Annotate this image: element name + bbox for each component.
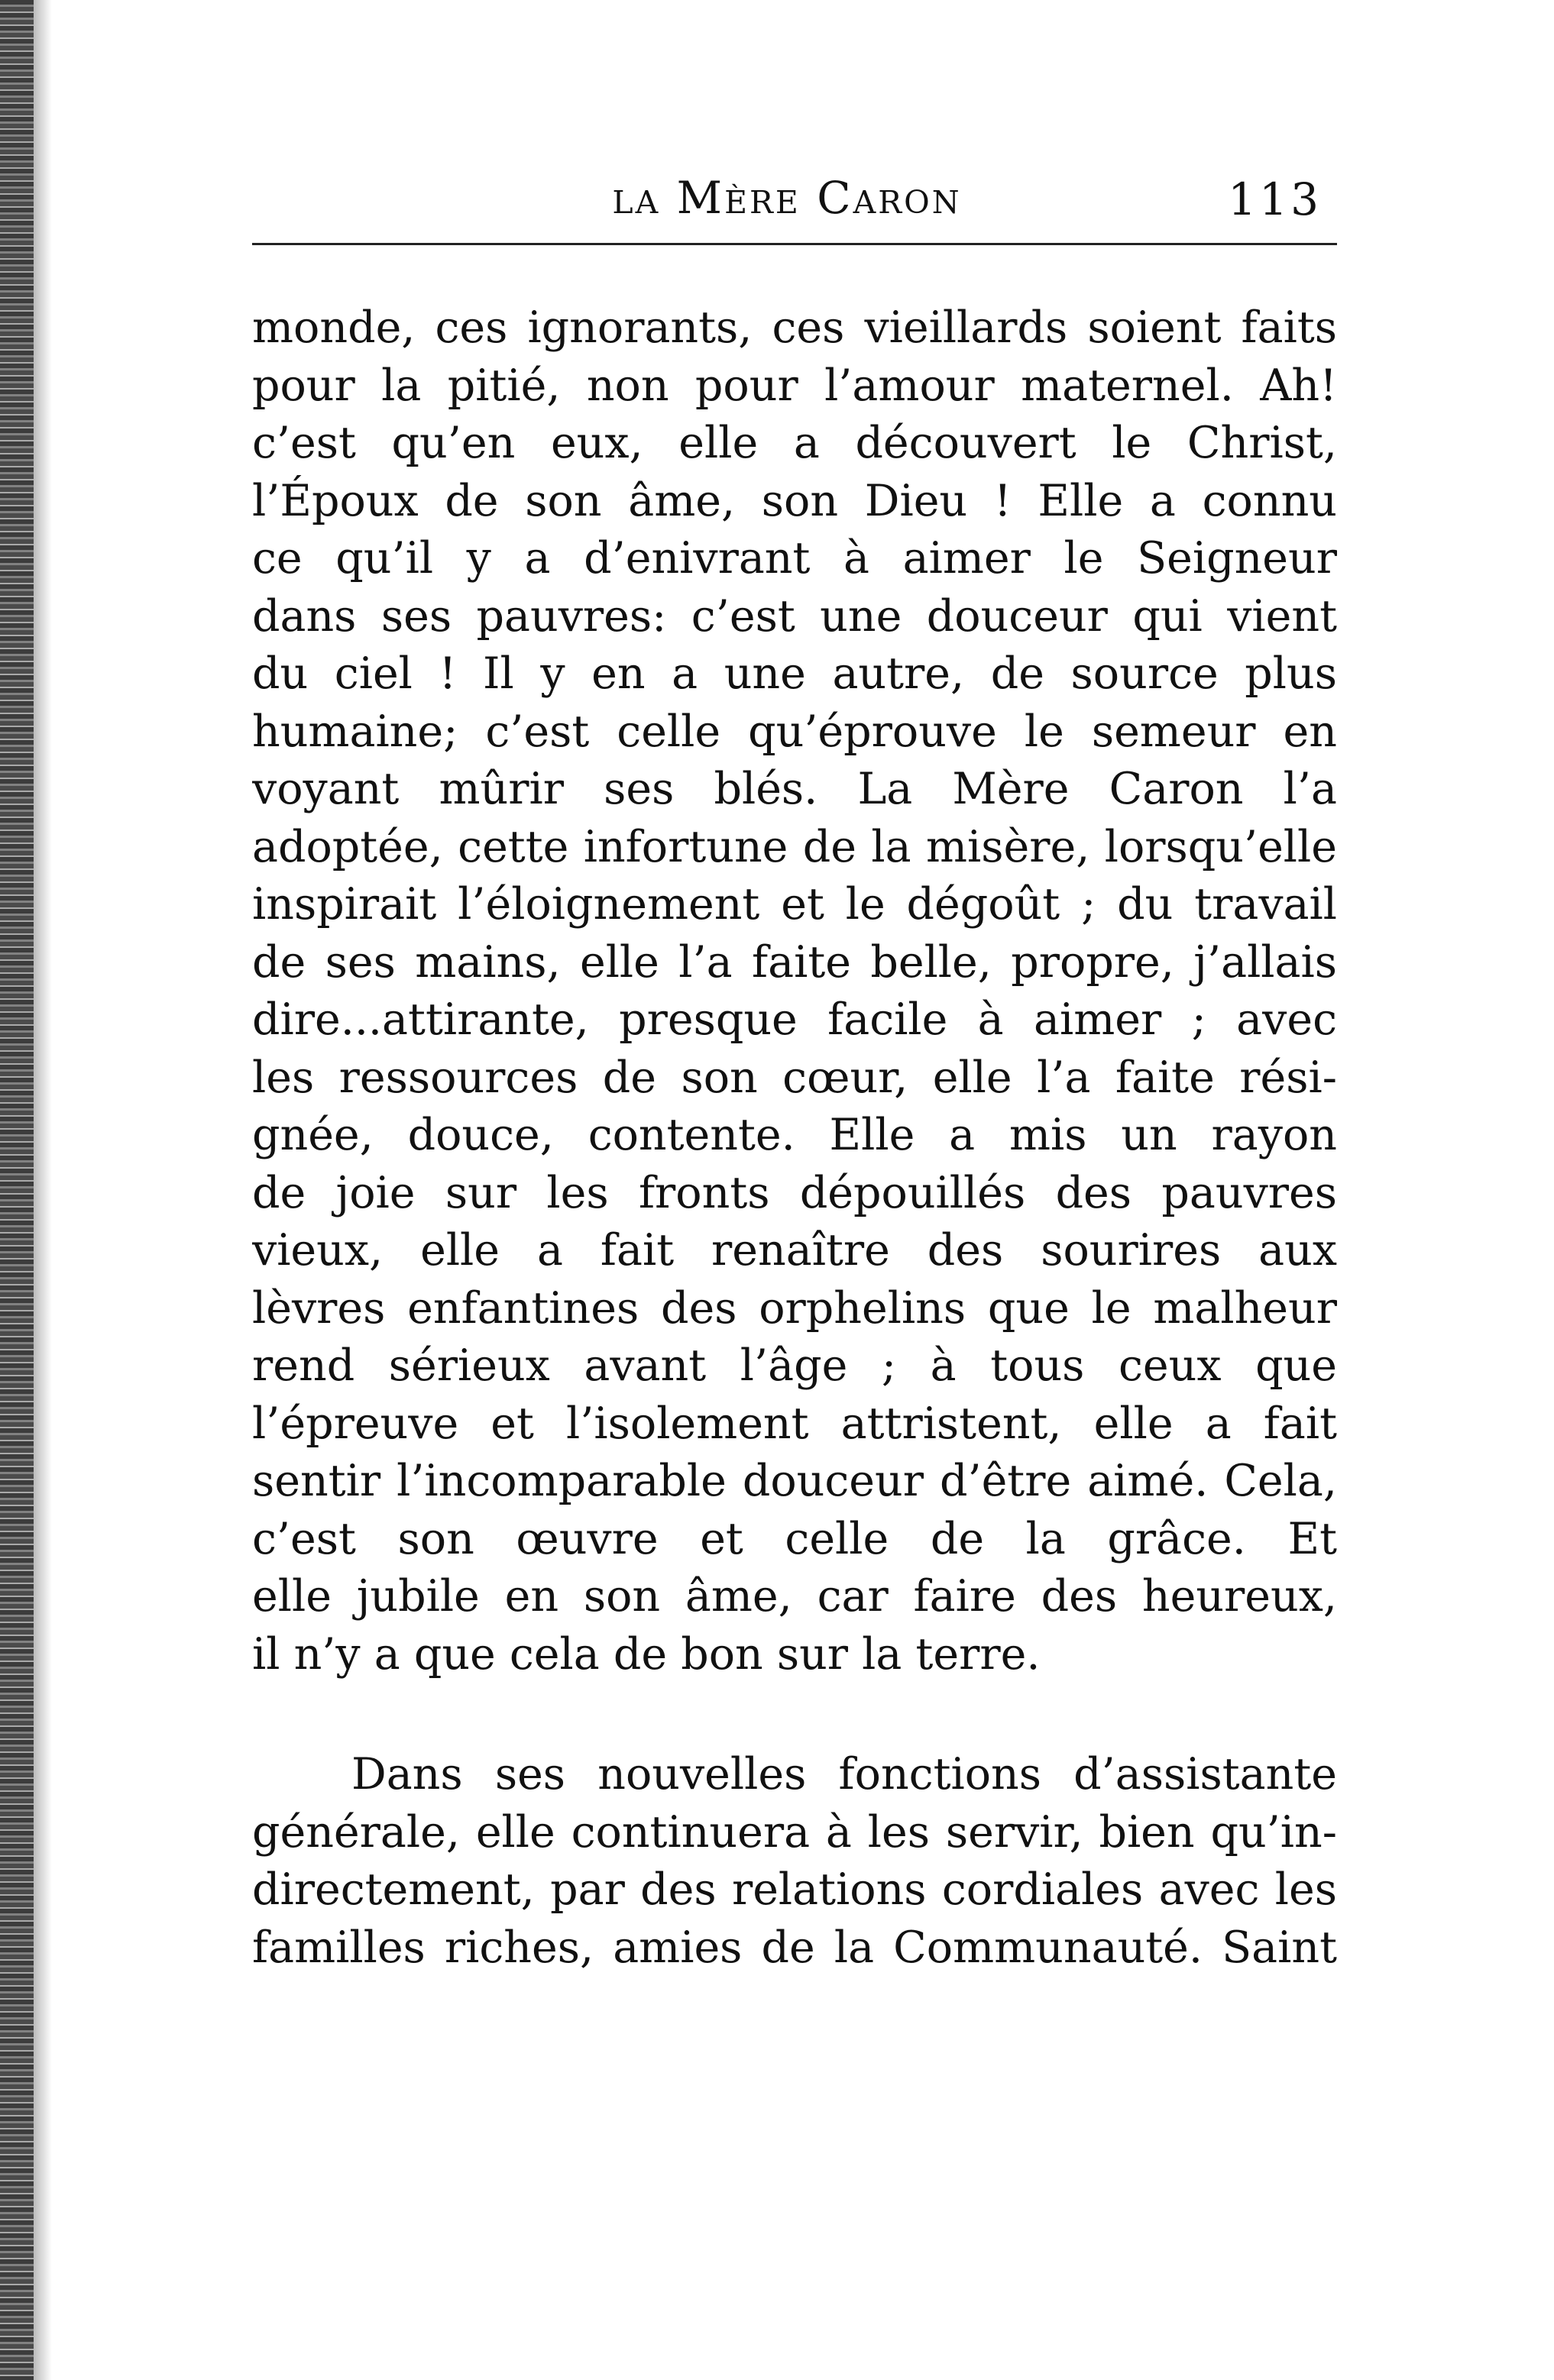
text-line: les ressources de son cœur, elle l’a faite rési- xyxy=(252,1052,1337,1103)
text-line: l’épreuve et l’isolement attristent, elle a fait xyxy=(252,1398,1337,1449)
running-title: la Mère Caron xyxy=(612,172,962,224)
body-text xyxy=(252,299,1337,1977)
text-line: l’Époux de son âme, son Dieu ! Elle a connu xyxy=(252,475,1337,526)
text-line: de ses mains, elle l’a faite belle, propre, j’allais xyxy=(252,936,1337,988)
text-line: dans ses pauvres: c’est une douceur qui vient xyxy=(252,590,1337,642)
text-line: familles riches, amies de la Communauté. Saint xyxy=(252,1922,1337,1973)
text-line: adoptée, cette infortune de la misère, lorsqu’elle xyxy=(252,821,1337,872)
binding-edge xyxy=(0,0,34,2380)
text-line: rend sérieux avant l’âge ; à tous ceux que xyxy=(252,1340,1337,1391)
text-line: il n’y a que cela de bon sur la terre. xyxy=(252,1628,1041,1680)
text-line: c’est qu’en eux, elle a découvert le Christ, xyxy=(252,418,1337,468)
text-line: du ciel ! Il y en a une autre, de source plus xyxy=(252,648,1337,699)
paragraph-spacer xyxy=(252,1683,1337,1746)
header-rule xyxy=(252,243,1337,245)
text-line: dire...attirante, presque facile à aimer ; avec xyxy=(252,994,1337,1045)
text-line: générale, elle continuera à les servir, bien qu’in- xyxy=(252,1806,1337,1858)
text-line: lèvres enfantines des orphelins que le malheur xyxy=(252,1282,1337,1334)
text-line: de joie sur les fronts dépouillés des pauvres xyxy=(252,1167,1337,1218)
text-line: humaine; c’est celle qu’éprouve le semeur en xyxy=(252,706,1337,757)
text-line: c’est son œuvre et celle de la grâce. Et xyxy=(252,1513,1337,1564)
text-line: gnée, douce, contente. Elle a mis un rayon xyxy=(252,1110,1337,1160)
paragraph-1 xyxy=(252,299,1337,1683)
running-head xyxy=(252,157,1337,225)
text-line: vieux, elle a fait renaître des sourires aux xyxy=(252,1225,1337,1276)
text-line: sentir l’incomparable douceur d’être aimé. Cela, xyxy=(252,1456,1337,1506)
text-line: directement, par des relations cordiales avec les xyxy=(252,1864,1337,1915)
text-line: monde, ces ignorants, ces vieillards soient faits xyxy=(252,302,1337,353)
binding-shadow xyxy=(34,0,52,2380)
text-line: Dans ses nouvelles fonctions d’assistante xyxy=(351,1749,1337,1800)
text-line: ce qu’il y a d’enivrant à aimer le Seigneur xyxy=(252,533,1337,584)
text-line: voyant mûrir ses blés. La Mère Caron l’a xyxy=(252,764,1337,814)
paragraph-2 xyxy=(252,1746,1337,1977)
page-number: 113 xyxy=(1228,173,1322,225)
text-line: pour la pitié, non pour l’amour maternel. Ah! xyxy=(252,360,1337,411)
text-line: elle jubile en son âme, car faire des heureux, xyxy=(252,1571,1337,1622)
text-line: inspirait l’éloignement et le dégoût ; du travail xyxy=(252,879,1337,930)
